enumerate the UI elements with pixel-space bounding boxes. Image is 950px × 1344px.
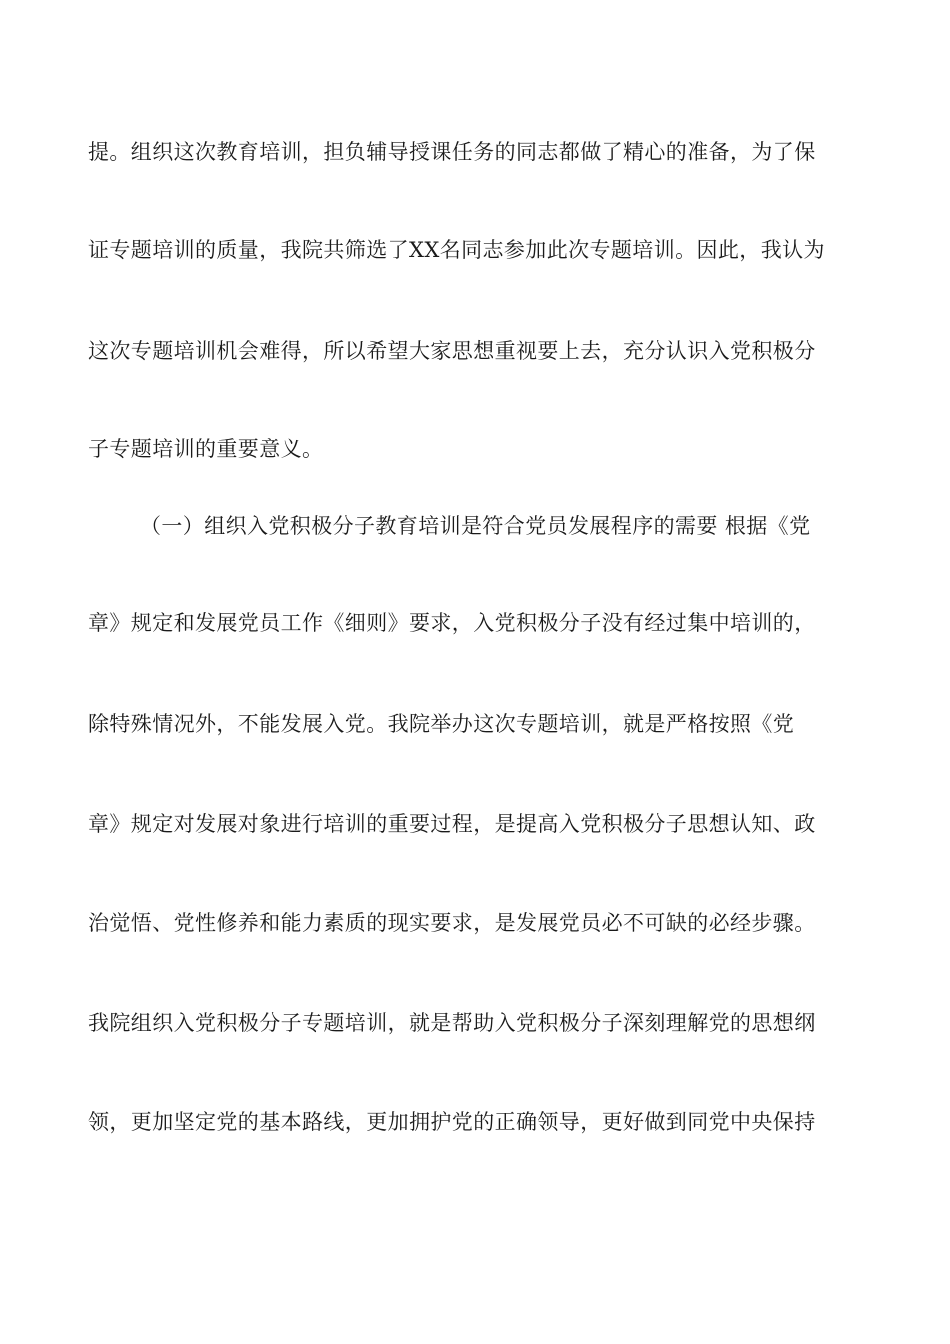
text-line: 章》规定对发展对象进行培训的重要过程，是提高入党积极分子思想认知、政 [88,812,816,836]
text-line: 章》规定和发展党员工作《细则》要求，入党积极分子没有经过集中培训的， [88,611,816,635]
text-line: 提。组织这次教育培训，担负辅导授课任务的同志都做了精心的准备，为了保 [88,140,816,164]
text-line: 这次专题培训机会难得，所以希望大家思想重视要上去，充分认识入党积极分 [88,339,816,363]
text-line: 子专题培训的重要意义。 [88,437,324,461]
section-heading-line: （一）组织入党积极分子教育培训是符合党员发展程序的需要 根据《党 [140,514,811,538]
text-line: 除特殊情况外，不能发展入党。我院举办这次专题培训，就是严格按照《党 [88,712,795,736]
text-line: 领，更加坚定党的基本路线，更加拥护党的正确领导，更好做到同党中央保持 [88,1110,816,1134]
text-line: 治觉悟、党性修养和能力素质的现实要求，是发展党员必不可缺的必经步骤。 [88,911,816,935]
text-line: 证专题培训的质量，我院共筛选了XX名同志参加此次专题培训。因此，我认为 [88,238,825,262]
text-line: 我院组织入党积极分子专题培训，就是帮助入党积极分子深刻理解党的思想纲 [88,1011,816,1035]
